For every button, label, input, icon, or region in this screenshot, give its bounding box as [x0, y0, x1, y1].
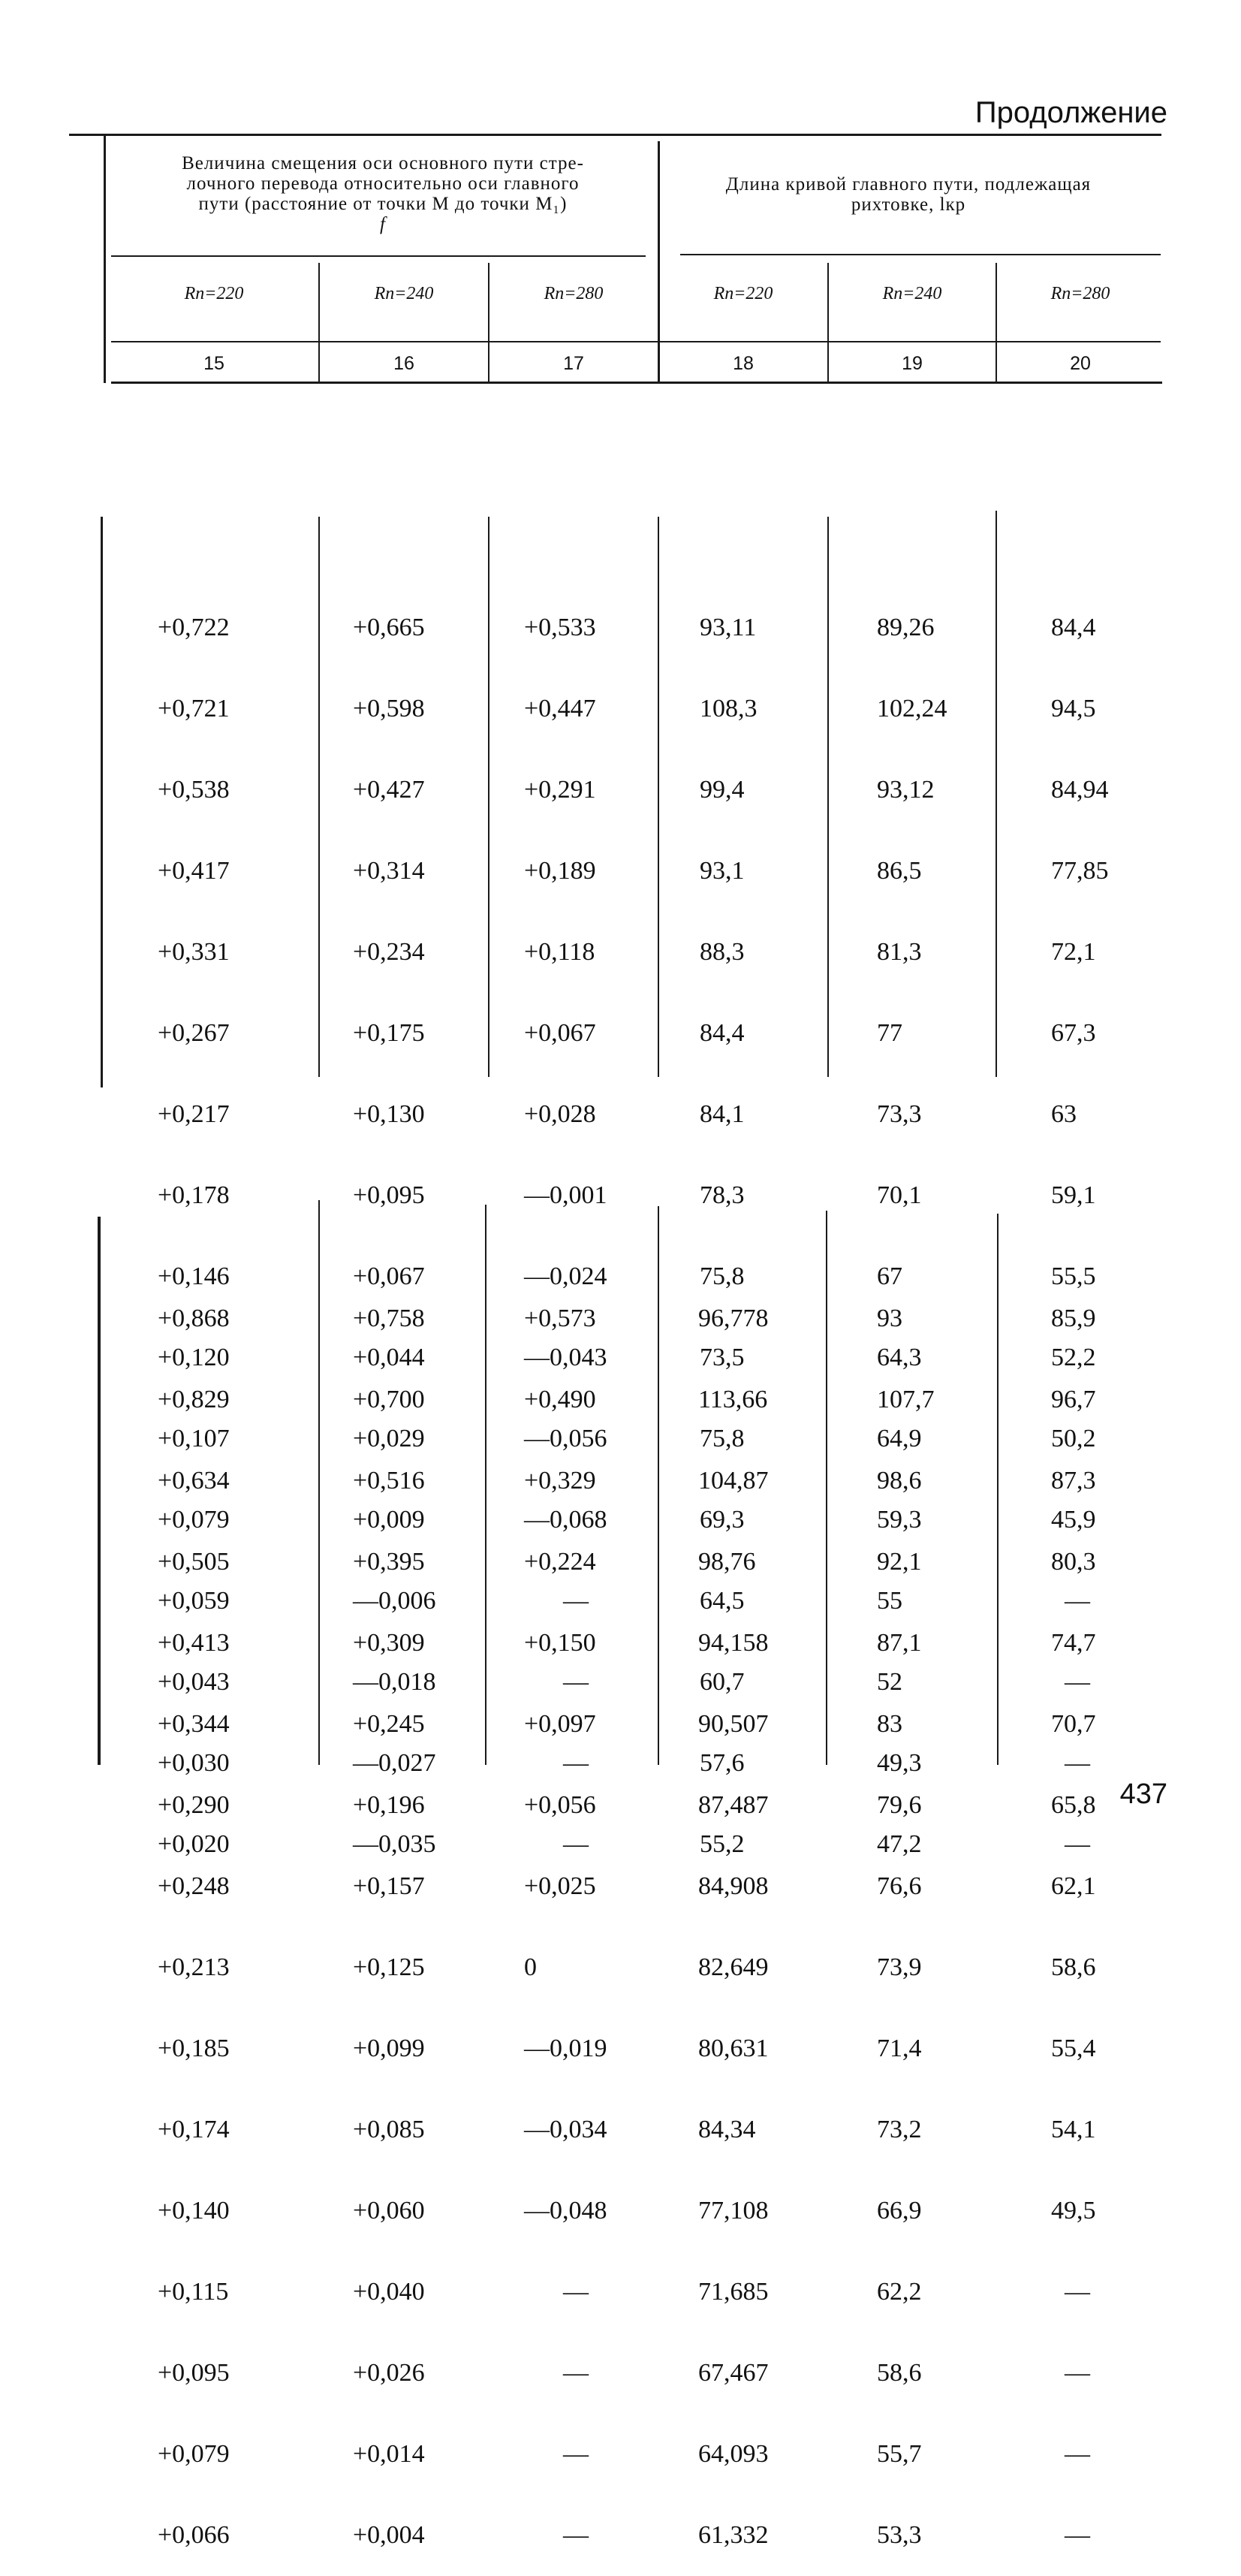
- table-cell: 67,3: [1051, 1019, 1096, 1047]
- table-cell: —0,056: [524, 1425, 607, 1452]
- table-cell: —: [563, 1668, 589, 1696]
- table-cell: 55,4: [1051, 2035, 1096, 2062]
- table-cell: +0,157: [353, 1872, 425, 1900]
- table-cell: 62,1: [1051, 1872, 1096, 1900]
- table-cell: 61,332: [698, 2521, 769, 2549]
- table-cell: 50,2: [1051, 1425, 1096, 1452]
- group2-title-line-2: рихтовке, lкр: [851, 195, 966, 215]
- table-cell: —0,024: [524, 1262, 607, 1290]
- table-cell: +0,118: [524, 938, 595, 966]
- table-cell: +0,185: [158, 2035, 230, 2062]
- table-cell: +0,331: [158, 938, 230, 966]
- table-cell: 60,7: [700, 1668, 745, 1696]
- table-cell: 77,85: [1051, 857, 1109, 885]
- table-cell: 55,2: [700, 1830, 745, 1858]
- table-cell: +0,079: [158, 1506, 230, 1534]
- block1-left-border: [101, 517, 103, 1087]
- table-cell: +0,309: [353, 1629, 425, 1657]
- table-cell: +0,140: [158, 2197, 230, 2225]
- block2-divider-4: [826, 1211, 827, 1765]
- table-cell: 64,9: [877, 1425, 922, 1452]
- table-cell: 102,24: [877, 695, 947, 722]
- table-cell: 62,2: [877, 2278, 922, 2306]
- table-cell: 93,12: [877, 776, 935, 804]
- table-cell: +0,130: [353, 1100, 425, 1128]
- table-cell: +0,146: [158, 1262, 230, 1290]
- table-cell: +0,248: [158, 1872, 230, 1900]
- table-cell: +0,060: [353, 2197, 425, 2225]
- table-cell: +0,329: [524, 1467, 596, 1495]
- table-cell: 74,7: [1051, 1629, 1096, 1657]
- table-cell: +0,014: [353, 2440, 425, 2468]
- table-cell: 94,5: [1051, 695, 1096, 722]
- table-cell: 104,87: [698, 1467, 769, 1495]
- table-cell: 84,34: [698, 2116, 756, 2143]
- table-cell: 87,1: [877, 1629, 922, 1657]
- table-cell: —0,034: [524, 2116, 607, 2143]
- table-cell: 49,3: [877, 1749, 922, 1777]
- table-cell: —: [563, 2440, 589, 2468]
- column-number-20: 20: [1070, 353, 1091, 374]
- table-cell: —: [563, 2278, 589, 2306]
- table-cell: +0,224: [524, 1548, 596, 1576]
- block2-col-18: [698, 1251, 769, 2576]
- header-group-divider: [658, 141, 660, 383]
- table-cell: 55: [877, 1587, 902, 1615]
- table-cell: 79,6: [877, 1791, 922, 1819]
- table-cell: 58,6: [877, 2359, 922, 2387]
- table-cell: —0,001: [524, 1181, 607, 1209]
- table-cell: 57,6: [700, 1749, 745, 1777]
- block2-divider-2: [485, 1205, 486, 1765]
- table-cell: 77: [877, 1019, 902, 1047]
- table-cell: 73,5: [700, 1344, 745, 1371]
- table-cell: 55,7: [877, 2440, 922, 2468]
- table-cell: 72,1: [1051, 938, 1096, 966]
- table-cell: +0,066: [158, 2521, 230, 2549]
- table-cell: +0,025: [524, 1872, 596, 1900]
- table-cell: +0,026: [353, 2359, 425, 2387]
- table-cell: —0,068: [524, 1506, 607, 1534]
- table-cell: 54,1: [1051, 2116, 1096, 2143]
- table-cell: 76,6: [877, 1872, 922, 1900]
- table-cell: 0: [524, 1953, 537, 1981]
- table-cell: +0,722: [158, 614, 230, 641]
- table-cell: 89,26: [877, 614, 935, 641]
- table-cell: —: [1065, 1830, 1090, 1858]
- table-cell: +0,107: [158, 1425, 230, 1452]
- table-cell: +0,067: [353, 1262, 425, 1290]
- group1-title-symbol: f: [380, 214, 386, 234]
- table-cell: +0,059: [158, 1587, 230, 1615]
- table-cell: +0,196: [353, 1791, 425, 1819]
- subheader-divider-5: [996, 263, 997, 383]
- column-number-15: 15: [203, 353, 224, 374]
- block2-left-border: [98, 1217, 101, 1765]
- table-cell: 87,3: [1051, 1467, 1096, 1495]
- table-cell: 84,94: [1051, 776, 1109, 804]
- table-cell: 73,3: [877, 1100, 922, 1128]
- table-cell: —0,035: [353, 1830, 436, 1858]
- table-cell: +0,040: [353, 2278, 425, 2306]
- table-cell: 63: [1051, 1100, 1077, 1128]
- table-cell: 71,685: [698, 2278, 769, 2306]
- table-cell: 107,7: [877, 1386, 935, 1413]
- table-cell: +0,573: [524, 1305, 596, 1332]
- subheader-divider-4: [827, 263, 829, 383]
- table-cell: 113,66: [698, 1386, 768, 1413]
- table-cell: +0,291: [524, 776, 596, 804]
- table-cell: 80,631: [698, 2035, 769, 2062]
- table-cell: 45,9: [1051, 1506, 1096, 1534]
- table-cell: 64,093: [698, 2440, 769, 2468]
- subheader-col-16: Rп=240: [374, 284, 434, 303]
- table-cell: —: [1065, 1587, 1090, 1615]
- table-cell: +0,413: [158, 1629, 230, 1657]
- top-rule: [69, 134, 1161, 136]
- table-cell: 52,2: [1051, 1344, 1096, 1371]
- table-cell: —: [1065, 1668, 1090, 1696]
- table-cell: —0,006: [353, 1587, 436, 1615]
- table-cell: 67: [877, 1262, 902, 1290]
- continuation-label: Продолжение: [974, 96, 1167, 129]
- table-cell: +0,099: [353, 2035, 425, 2062]
- table-cell: 75,8: [700, 1425, 745, 1452]
- block1-divider-2: [488, 517, 489, 1077]
- table-cell: +0,120: [158, 1344, 230, 1371]
- table-cell: +0,395: [353, 1548, 425, 1576]
- block1-divider-3: [658, 517, 659, 1077]
- table-cell: +0,085: [353, 2116, 425, 2143]
- table-cell: 67,467: [698, 2359, 769, 2387]
- column-number-18: 18: [733, 353, 754, 374]
- group2-title: [668, 174, 1149, 215]
- table-cell: 80,3: [1051, 1548, 1096, 1576]
- subheader-col-19: Rп=240: [882, 284, 942, 303]
- colnum-top-rule: [111, 341, 1161, 342]
- table-cell: +0,634: [158, 1467, 230, 1495]
- table-cell: +0,533: [524, 614, 596, 641]
- group2-title-line-1: Длина кривой главного пути, подлежащая: [725, 174, 1092, 195]
- table-cell: —: [1065, 2440, 1090, 2468]
- block2-col-16: [353, 1251, 425, 2576]
- table-cell: 64,3: [877, 1344, 922, 1371]
- block2-divider-5: [997, 1214, 999, 1765]
- table-cell: +0,175: [353, 1019, 425, 1047]
- table-cell: —0,018: [353, 1668, 436, 1696]
- table-cell: —: [1065, 2278, 1090, 2306]
- group1-title-line-2: лочного перевода относительно оси главного: [186, 173, 580, 194]
- table-cell: —: [563, 2521, 589, 2549]
- table-cell: +0,079: [158, 2440, 230, 2468]
- table-cell: 98,6: [877, 1467, 922, 1495]
- table-cell: —: [563, 1749, 589, 1777]
- group1-title-line-3: пути (расстояние от точки M до точки M₁): [198, 194, 568, 214]
- group1-title-line-1: Величина смещения оси основного пути стре-: [182, 153, 584, 173]
- table-cell: +0,095: [353, 1181, 425, 1209]
- table-cell: —0,048: [524, 2197, 607, 2225]
- table-cell: 96,778: [698, 1305, 769, 1332]
- table-cell: +0,700: [353, 1386, 425, 1413]
- column-number-19: 19: [902, 353, 923, 374]
- block1-divider-1: [318, 517, 320, 1077]
- table-cell: 59,3: [877, 1506, 922, 1534]
- table-cell: +0,234: [353, 938, 425, 966]
- table-cell: 85,9: [1051, 1305, 1096, 1332]
- table-cell: 78,3: [700, 1181, 745, 1209]
- table-cell: +0,665: [353, 614, 425, 641]
- table-cell: 93: [877, 1305, 902, 1332]
- table-cell: 81,3: [877, 938, 922, 966]
- table-cell: 69,3: [700, 1506, 745, 1534]
- table-cell: —0,019: [524, 2035, 607, 2062]
- block2-col-17: [524, 1251, 607, 2576]
- table-cell: +0,721: [158, 695, 230, 722]
- table-cell: +0,490: [524, 1386, 596, 1413]
- table-cell: 47,2: [877, 1830, 922, 1858]
- block2-divider-1: [318, 1200, 320, 1765]
- table-cell: 75,8: [700, 1262, 745, 1290]
- table-cell: +0,174: [158, 2116, 230, 2143]
- table-cell: +0,178: [158, 1181, 230, 1209]
- table-cell: +0,314: [353, 857, 425, 885]
- table-cell: 83: [877, 1710, 902, 1738]
- block1-divider-4: [827, 517, 829, 1077]
- table-cell: 70,1: [877, 1181, 922, 1209]
- table-cell: +0,417: [158, 857, 230, 885]
- table-cell: 66,9: [877, 2197, 922, 2225]
- table-cell: 55,5: [1051, 1262, 1096, 1290]
- table-cell: +0,020: [158, 1830, 230, 1858]
- subheader-divider-1: [318, 263, 320, 383]
- table-cell: 99,4: [700, 776, 745, 804]
- subheader-col-17: Rп=280: [544, 284, 604, 303]
- table-cell: +0,598: [353, 695, 425, 722]
- table-cell: 77,108: [698, 2197, 769, 2225]
- block2-divider-3: [658, 1206, 659, 1765]
- table-cell: +0,245: [353, 1710, 425, 1738]
- block2-col-20: [1051, 1251, 1096, 2576]
- table-cell: +0,043: [158, 1668, 230, 1696]
- table-cell: +0,505: [158, 1548, 230, 1576]
- table-cell: —: [1065, 1749, 1090, 1777]
- table-cell: —: [563, 2359, 589, 2387]
- table-cell: +0,028: [524, 1100, 596, 1128]
- block2-col-15: [158, 1251, 230, 2576]
- group1-underline: [111, 255, 646, 257]
- table-cell: —: [1065, 2521, 1090, 2549]
- table-cell: +0,344: [158, 1710, 230, 1738]
- table-cell: +0,267: [158, 1019, 230, 1047]
- table-cell: 88,3: [700, 938, 745, 966]
- table-cell: 49,5: [1051, 2197, 1096, 2225]
- table-cell: —0,043: [524, 1344, 607, 1371]
- header-left-border: [104, 135, 106, 383]
- table-cell: 84,908: [698, 1872, 769, 1900]
- table-cell: 59,1: [1051, 1181, 1096, 1209]
- table-cell: —0,027: [353, 1749, 436, 1777]
- table-cell: 93,1: [700, 857, 745, 885]
- column-number-17: 17: [563, 353, 584, 374]
- table-cell: 70,7: [1051, 1710, 1096, 1738]
- table-cell: 86,5: [877, 857, 922, 885]
- table-cell: +0,868: [158, 1305, 230, 1332]
- subheader-col-15: Rп=220: [184, 284, 244, 303]
- table-cell: 58,6: [1051, 1953, 1096, 1981]
- table-cell: 64,5: [700, 1587, 745, 1615]
- table-cell: +0,029: [353, 1425, 425, 1452]
- table-cell: +0,516: [353, 1467, 425, 1495]
- table-cell: +0,009: [353, 1506, 425, 1534]
- colnum-bottom-rule: [111, 382, 1162, 384]
- table-cell: +0,150: [524, 1629, 596, 1657]
- subheader-col-18: Rп=220: [713, 284, 773, 303]
- table-cell: —: [1065, 2359, 1090, 2387]
- table-cell: 73,2: [877, 2116, 922, 2143]
- table-cell: +0,095: [158, 2359, 230, 2387]
- column-number-16: 16: [393, 353, 414, 374]
- table-cell: +0,030: [158, 1749, 230, 1777]
- group1-title: [113, 153, 653, 234]
- table-cell: 92,1: [877, 1548, 922, 1576]
- table-cell: +0,829: [158, 1386, 230, 1413]
- subheader-col-20: Rп=280: [1050, 284, 1110, 303]
- table-cell: +0,213: [158, 1953, 230, 1981]
- table-cell: 65,8: [1051, 1791, 1096, 1819]
- table-cell: +0,125: [353, 1953, 425, 1981]
- table-cell: +0,290: [158, 1791, 230, 1819]
- table-cell: +0,056: [524, 1791, 596, 1819]
- group2-underline: [680, 254, 1161, 255]
- table-cell: —: [563, 1830, 589, 1858]
- table-cell: +0,044: [353, 1344, 425, 1371]
- table-cell: 98,76: [698, 1548, 756, 1576]
- block2-col-19: [877, 1251, 935, 2576]
- table-cell: 93,11: [700, 614, 757, 641]
- table-cell: 87,487: [698, 1791, 769, 1819]
- table-cell: 52: [877, 1668, 902, 1696]
- table-cell: +0,189: [524, 857, 596, 885]
- table-cell: +0,067: [524, 1019, 596, 1047]
- table-cell: 96,7: [1051, 1386, 1096, 1413]
- table-cell: +0,217: [158, 1100, 230, 1128]
- table-cell: 84,1: [700, 1100, 745, 1128]
- table-cell: +0,004: [353, 2521, 425, 2549]
- table-cell: 90,507: [698, 1710, 769, 1738]
- table-cell: 94,158: [698, 1629, 769, 1657]
- table-cell: 84,4: [1051, 614, 1096, 641]
- block1-divider-5: [996, 511, 997, 1077]
- subheader-divider-2: [488, 263, 489, 383]
- table-cell: 73,9: [877, 1953, 922, 1981]
- table-cell: +0,538: [158, 776, 230, 804]
- table-cell: +0,115: [158, 2278, 229, 2306]
- table-cell: 82,649: [698, 1953, 769, 1981]
- table-cell: +0,427: [353, 776, 425, 804]
- table-cell: 84,4: [700, 1019, 745, 1047]
- table-cell: 53,3: [877, 2521, 922, 2549]
- table-cell: +0,758: [353, 1305, 425, 1332]
- table-cell: +0,447: [524, 695, 596, 722]
- table-cell: +0,097: [524, 1710, 596, 1738]
- table-cell: 108,3: [700, 695, 758, 722]
- table-cell: 71,4: [877, 2035, 922, 2062]
- page-number: 437: [1119, 1778, 1167, 1810]
- table-cell: —: [563, 1587, 589, 1615]
